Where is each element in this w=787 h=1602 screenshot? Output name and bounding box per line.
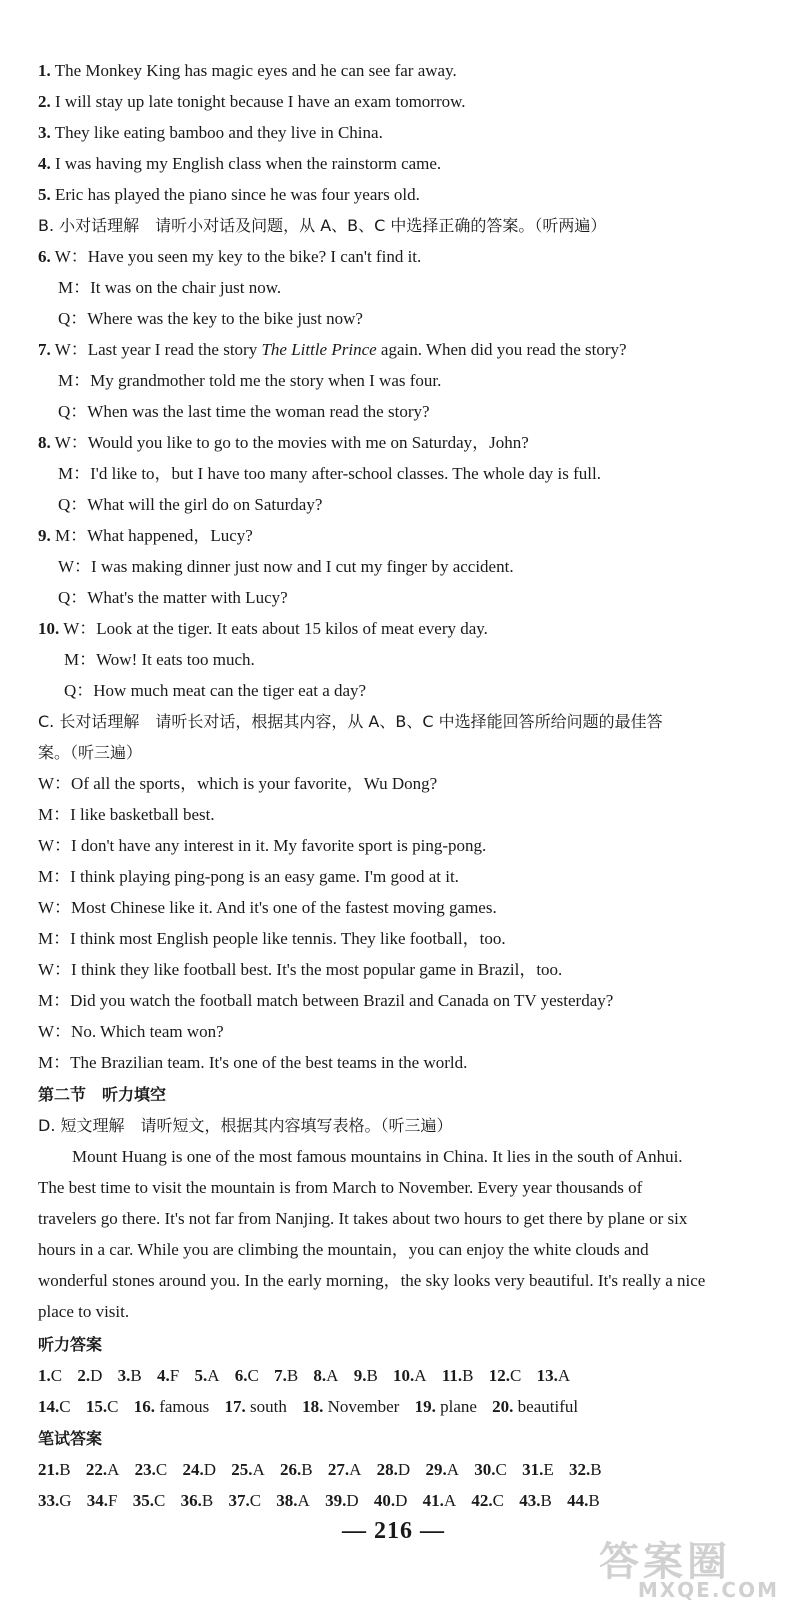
q8-line-m: M：I'd like to，but I have too many after-school classes. The whole day is full. (58, 464, 601, 483)
dialogue-line: M：I think most English people like tennis. They like football，too. (38, 929, 506, 948)
answer-item: 8.A (313, 1366, 339, 1385)
answer-item: 16. famous (133, 1397, 210, 1416)
q7-line-q: Q：When was the last time the woman read the story? (58, 402, 430, 421)
answer-item: 7.B (274, 1366, 299, 1385)
answer-item: 25.A (231, 1460, 265, 1479)
written-answers-title: 笔试答案 (38, 1429, 103, 1448)
watermark-url: MXQE.COM (637, 1578, 779, 1602)
q6-line-q: Q：Where was the key to the bike just now? (58, 309, 363, 328)
q7-line-m: M：My grandmother told me the story when I was four. (58, 371, 442, 390)
dialogue-line: M：Did you watch the football match between Brazil and Canada on TV yesterday? (38, 991, 614, 1010)
sentence-5: 5. Eric has played the piano since he was four years old. (38, 185, 420, 204)
answer-item: 29.A (425, 1460, 459, 1479)
page-number: — 216 — (342, 1518, 445, 1544)
q7-line-w: 7. W：Last year I read the story The Little Prince again. When did you read the story? (38, 340, 627, 359)
watermark-text: 答案圈 (599, 1539, 731, 1585)
passage-line: hours in a car. While you are climbing the mountain，you can enjoy the white clouds and (38, 1240, 649, 1259)
q10-line-m: M：Wow! It eats too much. (64, 650, 255, 669)
answer-item: 19. plane (414, 1397, 477, 1416)
q9-line-2: W：I was making dinner just now and I cut my finger by accident. (58, 557, 514, 576)
answer-item: 1.C (38, 1366, 63, 1385)
answer-item: 12.C (488, 1366, 522, 1385)
answer-item: 6.C (234, 1366, 259, 1385)
q6-line-w: 6. W：Have you seen my key to the bike? I can't find it. (38, 247, 422, 266)
sentence-3: 3. They like eating bamboo and they live in China. (38, 123, 383, 142)
listening-answers-title: 听力答案 (38, 1335, 103, 1354)
section-c-heading-2: 案。（听三遍） (38, 743, 143, 762)
answer-item: 44.B (567, 1491, 600, 1510)
section-2-title: 第二节 听力填空 (38, 1085, 167, 1104)
passage-line: The best time to visit the mountain is from March to November. Every year thousands of (38, 1178, 643, 1197)
dialogue-line: W：No. Which team won? (38, 1022, 224, 1041)
dialogue-line: W：I think they like football best. It's the most popular game in Brazil，too. (38, 960, 563, 979)
sentence-2: 2. I will stay up late tonight because I have an exam tomorrow. (38, 92, 466, 111)
answer-item: 22.A (85, 1460, 120, 1479)
answer-item: 21.B (38, 1460, 71, 1479)
section-d-heading: D. 短文理解 请听短文，根据其内容填写表格。（听三遍） (38, 1116, 453, 1135)
passage-line: wonderful stones around you. In the early morning，the sky looks very beautiful. It's really a nice (38, 1271, 706, 1290)
passage-line: place to visit. (38, 1302, 130, 1321)
answer-item: 38.A (276, 1491, 310, 1510)
dialogue-line: M：The Brazilian team. It's one of the best teams in the world. (38, 1053, 468, 1072)
answer-item: 26.B (280, 1460, 313, 1479)
q10-line-q: Q：How much meat can the tiger eat a day? (64, 681, 367, 700)
answer-item: 39.D (325, 1491, 359, 1510)
answer-item: 32.B (568, 1460, 602, 1479)
answer-item: 5.A (194, 1366, 220, 1385)
answer-item: 36.B (180, 1491, 214, 1510)
section-b-heading: B. 小对话理解 请听小对话及问题，从 A、B、C 中选择正确的答案。（听两遍） (38, 216, 607, 235)
section-c-heading-1: C. 长对话理解 请听长对话，根据其内容，从 A、B、C 中选择能回答所给问题的最佳答 (38, 712, 663, 731)
answer-item: 24.D (182, 1460, 216, 1479)
answer-item: 13.A (536, 1366, 571, 1385)
answer-item: 14.C (38, 1397, 71, 1416)
answer-item: 34.F (86, 1491, 118, 1510)
dialogue-line: M：I like basketball best. (38, 805, 215, 824)
sentence-1: 1. The Monkey King has magic eyes and he can see far away. (38, 61, 457, 80)
watermark-logo (599, 1530, 779, 1602)
answer-item: 33.G (38, 1491, 72, 1510)
dialogue-line: W：Most Chinese like it. And it's one of the fastest moving games. (38, 898, 497, 917)
answer-item: 4.F (156, 1366, 180, 1385)
answer-item: 15.C (85, 1397, 119, 1416)
answer-item: 28.D (376, 1460, 411, 1479)
answer-item: 20. beautiful (492, 1397, 579, 1416)
q8-line-q: Q：What will the girl do on Saturday? (58, 495, 323, 514)
passage-line: travelers go there. It's not far from Nanjing. It takes about two hours to get there by plane or six (38, 1209, 688, 1228)
answer-item: 41.A (422, 1491, 457, 1510)
answer-item: 10.A (393, 1366, 427, 1385)
answer-item: 40.D (373, 1491, 408, 1510)
q8-line-w: 8. W：Would you like to go to the movies with me on Saturday，John? (38, 433, 529, 452)
answer-item: 9.B (353, 1366, 378, 1385)
answer-item: 30.C (474, 1460, 507, 1479)
dialogue-line: W：I don't have any interest in it. My favorite sport is ping-pong. (38, 836, 487, 855)
written-answers-row-1 (38, 1455, 787, 1485)
answer-item: 43.B (519, 1491, 552, 1510)
listening-answers-row-1 (38, 1361, 787, 1391)
answer-item: 17. south (224, 1397, 287, 1416)
listening-answers-row-2 (38, 1392, 787, 1422)
answer-item: 11.B (441, 1366, 474, 1385)
answer-item: 18. November (302, 1397, 400, 1416)
answer-item: 42.C (471, 1491, 504, 1510)
answer-item: 3.B (117, 1366, 142, 1385)
passage-line: Mount Huang is one of the most famous mountains in China. It lies in the south of Anhui. (72, 1147, 683, 1166)
dialogue-line: M：I think playing ping-pong is an easy game. I'm good at it. (38, 867, 459, 886)
q9-line-q: Q：What's the matter with Lucy? (58, 588, 288, 607)
answer-item: 27.A (327, 1460, 362, 1479)
answer-item: 31.E (522, 1460, 554, 1479)
answer-item: 23.C (134, 1460, 168, 1479)
answer-item: 37.C (228, 1491, 262, 1510)
answer-item: 2.D (77, 1366, 103, 1385)
written-answers-row-2 (38, 1486, 787, 1516)
dialogue-line: W：Of all the sports，which is your favorite，Wu Dong? (38, 774, 438, 793)
answer-item: 35.C (132, 1491, 166, 1510)
q10-line-w: 10. W：Look at the tiger. It eats about 15 kilos of meat every day. (38, 619, 488, 638)
q6-line-m: M：It was on the chair just now. (58, 278, 282, 297)
q9-line-1: 9. M：What happened，Lucy? (38, 526, 253, 545)
sentence-4: 4. I was having my English class when the rainstorm came. (38, 154, 442, 173)
